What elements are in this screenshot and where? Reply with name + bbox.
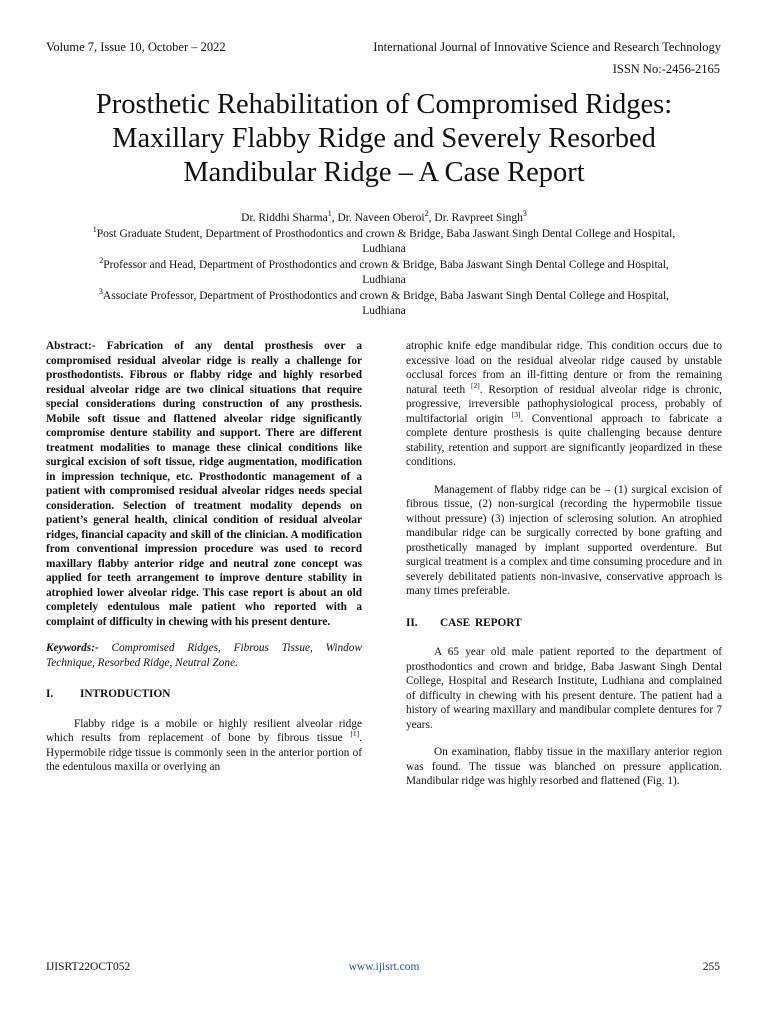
section-number: I.: [46, 688, 54, 700]
affil-text: Post Graduate Student, Department of Prosthodontics and crown & Bridge, Baba Jaswant Singh Dental College and Hospital,: [96, 227, 676, 240]
keywords-text: Compromised Ridges, Fibrous Tissue, Window Technique, Resorbed Ridge, Neutral Zone.: [46, 642, 362, 669]
affil-marker: 3: [98, 286, 103, 296]
paragraph-text: . Conventional approach to fabricate a complete denture prosthesis is quite challenging because denture stability, retention and support are significantly jeopardized in these conditions.: [406, 412, 722, 468]
paragraph-text: atrophic knife edge mandibular ridge. This condition occurs due to excessive load on the residual alveolar ridge caused by unstable occlusal forces from an ill-fitting denture or from the remaining natural teeth: [406, 340, 722, 396]
citation: [3]: [511, 409, 521, 419]
affil-marker: 2: [99, 255, 104, 265]
section-title: INTRODUCTION: [80, 688, 171, 700]
affil-marker: 1: [92, 224, 97, 234]
keywords: [46, 641, 362, 670]
section-number: II.: [406, 616, 418, 629]
volume-issue: Volume 7, Issue 10, October – 2022: [46, 40, 226, 54]
paragraph-text: . Resorption of residual alveolar ridge is chronic, progressive, irreversible pathophysiological process, probably of multifactorial origin: [406, 383, 723, 425]
author-sep: ,: [331, 212, 338, 224]
author-list: [40, 211, 728, 227]
affil-city: Ludhiana: [362, 243, 406, 255]
author-name: Dr. Naveen Oberoi: [337, 212, 425, 224]
paragraph: [46, 717, 362, 775]
author-block: [40, 211, 728, 320]
affiliation: [40, 286, 728, 320]
keywords-label: Keywords:-: [46, 642, 99, 654]
author-sep: ,: [428, 212, 435, 224]
abstract-label: Abstract:-: [46, 340, 96, 352]
affil-city: Ludhiana: [362, 274, 406, 286]
journal-url-link[interactable]: www.ijisrt.com: [348, 961, 420, 973]
affil-text: Associate Professor, Department of Prosthodontics and crown & Bridge, Baba Jaswant Singh Dental College and Hospital,: [102, 289, 670, 302]
paragraph: Management of flabby ridge can be – (1) surgical excision of fibrous tissue, (2) non-surgical (recording the hypermobile tissue without pressure) (3) injection of sclerosing solution. An atrophied mandibular ridge can be surgically corrected by bone grafting and prosthetically managed by implant supported overdenture. But surgical treatment is a complex and time consuming procedure and in severely debilitated patients non-invasive, conservative approach is many times preferable.: [406, 483, 722, 597]
paper-title: [40, 88, 728, 190]
citation: [2]: [471, 380, 480, 390]
paragraph: A 65 year old male patient reported to the department of prosthodontics and crown and bridge, Baba Jaswant Singh Dental College, Hospital and Research Institute, Ludhiana and complained of difficulty in chewing with his present denture. The patient had a history of wearing maxillary and mandibular complete dentures for 7 years.: [406, 646, 722, 731]
affiliation: [40, 255, 728, 289]
author-affil-marker: 1: [327, 209, 332, 219]
paragraph: On examination, flabby tissue in the maxillary anterior region was found. The tissue was blanched on pressure application. Mandibular ridge was highly resorbed and flattened (Fig. 1).: [406, 746, 722, 787]
paragraph: [406, 339, 722, 470]
right-column: [406, 339, 722, 789]
issn: ISSN No:-2456-2165: [612, 62, 720, 76]
author-affil-marker: 3: [522, 209, 527, 219]
paragraph-text: Flabby ridge is a mobile or highly resilient alveolar ridge which results from replacement of bone by fibrous tissue: [46, 717, 362, 744]
abstract: [46, 339, 362, 629]
left-column: [46, 339, 362, 775]
affil-city: Ludhiana: [362, 305, 406, 317]
author-name: Dr. Ravpreet Singh: [434, 212, 523, 224]
title-line: Maxillary Flabby Ridge and Severely Resorbed: [112, 123, 656, 154]
abstract-text: Fabrication of any dental prosthesis over a compromised residual alveolar ridge is really a challenge for prosthodontists. Fibrous or flabby ridge and highly resorbed residual alveolar ridge are two clinical situations that require special considerations during construction of any prosthesis. Mobile soft tissue and flattened alveolar ridge significantly compromise denture stability and support. There are different treatment modalities to manage these clinical conditions like surgical excision of soft tissue, ridge augmentation, modification in impression technique, etc. Prosthodontic management of a patient with compromised residual alveolar ridges needs special consideration. Selection of treatment modality depends on patient’s general health, clinical condition of residual alveolar ridges, financial capacity and skill of the clinician. A modification from conventional impression procedure was used to record maxillary flabby anterior ridge and neutral zone concept was applied for teeth arrangement to improve denture stability in atrophied lower alveolar ridge. This case report is about an old completely edentulous male patient who reported with a complaint of difficulty in chewing with his present denture.: [46, 340, 362, 628]
citation: [1]: [350, 729, 360, 739]
section-heading-introduction: [46, 687, 362, 702]
affil-text: Professor and Head, Department of Prosthodontics and crown & Bridge, Baba Jaswant Singh Dental College and Hospital,: [103, 258, 669, 271]
title-line: Prosthetic Rehabilitation of Compromised Ridges:: [95, 89, 673, 120]
article-code: IJISRT22OCT052: [46, 961, 131, 973]
page-number: 255: [702, 961, 720, 973]
affiliation: [40, 224, 728, 258]
section-heading-case-report: [406, 616, 722, 631]
author-affil-marker: 2: [424, 209, 429, 219]
author-name: Dr. Riddhi Sharma: [241, 212, 328, 224]
paragraph-text: . Hypermobile ridge tissue is commonly seen in the anterior portion of the edentulous maxilla or overlying an: [46, 732, 362, 773]
title-line: Mandibular Ridge – A Case Report: [183, 157, 585, 188]
journal-name: International Journal of Innovative Science and Research Technology: [373, 40, 721, 54]
section-title: CASE REPORT: [440, 616, 522, 629]
